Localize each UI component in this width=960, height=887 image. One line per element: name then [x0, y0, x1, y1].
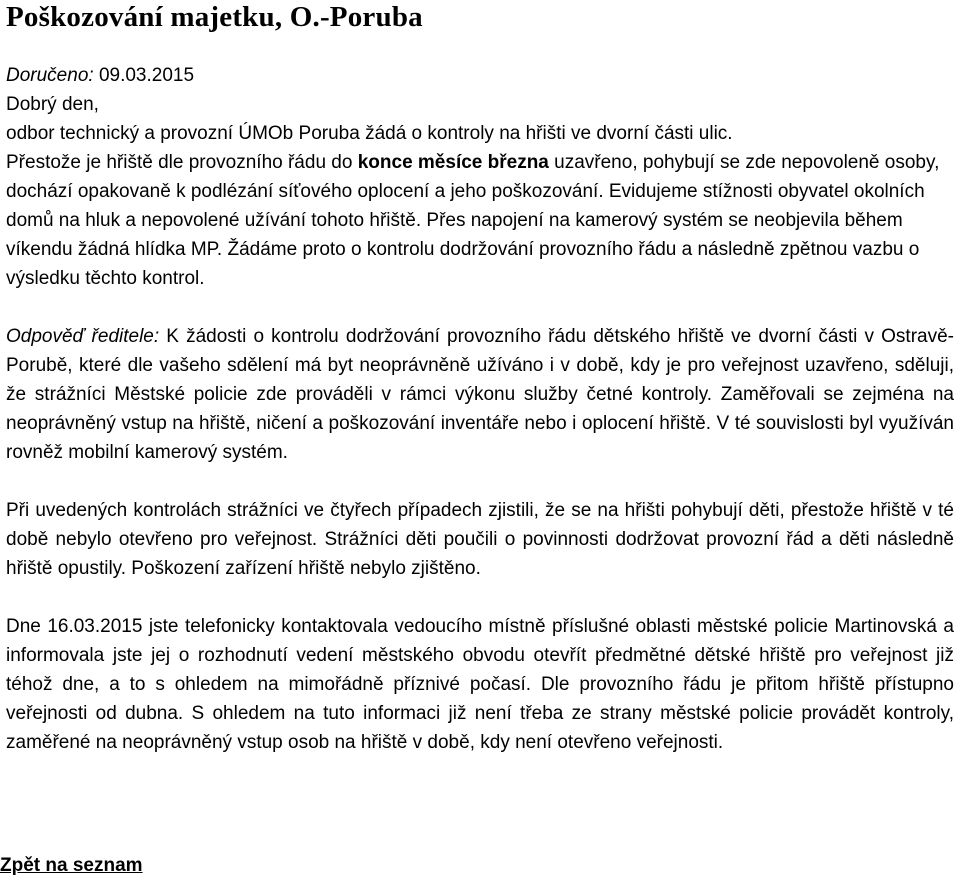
- request-section: [6, 61, 954, 293]
- request-office-line: odbor technický a provozní ÚMOb Poruba žádá o kontroly na hřišti ve dvorní části ulic.: [6, 123, 733, 144]
- request-body-part1: Přestože je hřiště dle provozního řádu do: [6, 152, 358, 173]
- answer-paragraph-1-text: K žádosti o kontrolu dodržování provozního řádu dětského hřiště ve dvorní části v Ostravě-Porubě, které dle vašeho sdělení má byt neoprávněně užíváno i v době, kdy je pro veřejnost uzavřeno, sděluji, že strážníci Městské policie zde prováděli v rámci výkonu služby četné kontroly. Zaměřovali se zejména na neoprávněný vstup na hřiště, ničení a poškozování inventáře nebo i oplocení hřiště. V té souvislosti byl využíván rovněž mobilní kamerový systém.: [6, 326, 954, 463]
- delivered-date: 09.03.2015: [93, 65, 195, 86]
- request-body-part2: uzavřeno, pohybují se zde nepovoleně osoby, dochází opakovaně k podlézání síťového oplocení a jeho poškozování. Evidujeme stížnosti obyvatel okolních domů na hluk a nepovolené užívání tohoto hřiště. Přes napojení na kamerový systém se neobjevila během víkendu žádná hlídka MP. Žádáme proto o kontrolu dodržování provozního řádu a následně zpětnou vazbu o výsledku těchto kontrol.: [6, 152, 940, 289]
- answer-paragraph-2: Při uvedených kontrolách strážníci ve čtyřech případech zjistili, že se na hřišti pohybují děti, přestože hřiště v té době nebylo otevřeno pro veřejnost. Strážníci děti poučili o povinnosti dodržovat provozní řád a děti následně hřiště opustily. Poškození zařízení hřiště nebylo zjištěno.: [6, 500, 954, 579]
- answer-paragraph-3: Dne 16.03.2015 jste telefonicky kontaktovala vedoucího místně příslušné oblasti městské policie Martinovská a informovala jste jej o rozhodnutí vedení městského obvodu otevřít předmětné dětské hřiště pro veřejnost již téhož dne, a to s ohledem na mimořádně příznivé počasí. Dle provozního řádu je přitom hřiště přístupno veřejnosti od dubna. S ohledem na tuto informaci již není třeba ze strany městské policie provádět kontroly, zaměřené na neoprávněný vstup osob na hřiště v době, kdy není otevřeno veřejnosti.: [6, 616, 954, 753]
- page-title: Poškozování majetku, O.-Poruba: [6, 1, 423, 33]
- request-body-bold: konce měsíce března: [357, 152, 549, 173]
- delivered-line: [6, 61, 954, 90]
- answer-paragraph-1: [6, 322, 954, 467]
- back-to-list-link[interactable]: Zpět na seznam: [0, 855, 143, 876]
- answer-label: Odpověď ředitele:: [6, 326, 160, 347]
- delivered-label: Doručeno:: [6, 65, 94, 86]
- greeting: Dobrý den,: [6, 94, 99, 115]
- page: [6, 0, 954, 757]
- request-body: [6, 148, 954, 293]
